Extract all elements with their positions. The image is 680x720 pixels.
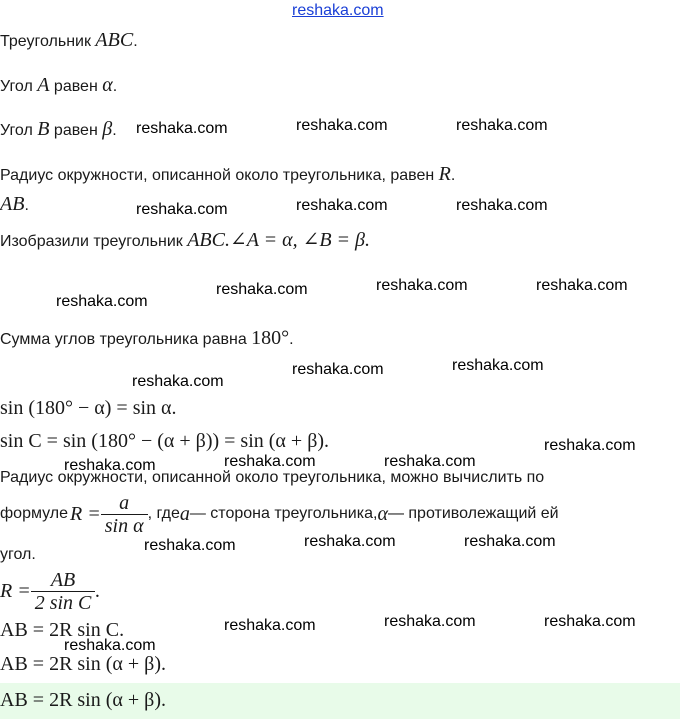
text: равен — [49, 122, 103, 139]
watermark: reshaka.com — [132, 373, 224, 390]
fraction-denominator: 2 sin C — [34, 591, 92, 614]
watermark: reshaka.com — [224, 453, 316, 470]
text-line-angle-b — [0, 119, 117, 141]
text: Треугольник — [0, 33, 96, 50]
watermark: reshaka.com — [464, 533, 556, 550]
math: ABC — [95, 29, 134, 51]
text-line-formula-intro: Радиус окружности, описанной около треугольника, можно вычислить по — [0, 469, 545, 486]
header-link[interactable]: reshaka.com — [292, 2, 384, 19]
watermark: reshaka.com — [64, 637, 156, 654]
text-line-triangle — [0, 30, 138, 52]
watermark: reshaka.com — [544, 613, 636, 630]
math: R — [438, 163, 451, 185]
text: Радиус окружности, описанной около треугольника, равен — [0, 167, 439, 184]
text: . — [133, 33, 138, 50]
equation-ab-sin-sum: AB = 2R sin (α + β). — [0, 653, 166, 675]
watermark: reshaka.com — [452, 357, 544, 374]
text: равен — [49, 78, 103, 95]
watermark: reshaka.com — [456, 197, 548, 214]
watermark: reshaka.com — [376, 277, 468, 294]
watermark: reshaka.com — [224, 617, 316, 634]
math: α — [102, 74, 113, 96]
fraction — [101, 492, 148, 537]
text: . — [450, 167, 456, 184]
text: . — [289, 331, 294, 348]
watermark: reshaka.com — [384, 453, 476, 470]
math: R = — [0, 580, 31, 602]
watermark: reshaka.com — [136, 201, 228, 218]
text: . — [112, 78, 118, 95]
watermark: reshaka.com — [56, 293, 148, 310]
text: Изобразили треугольник — [0, 233, 188, 250]
fraction-denominator: sin α — [104, 514, 144, 537]
fraction-numerator: a — [101, 492, 148, 515]
text: Угол — [0, 78, 38, 95]
math: AB — [0, 193, 25, 215]
watermark: reshaka.com — [292, 361, 384, 378]
text: Сумма углов треугольника равна — [0, 331, 252, 348]
math: R = — [70, 503, 101, 525]
text: . — [24, 197, 29, 214]
text: — сторона треугольника, — [189, 505, 378, 522]
fraction — [31, 569, 96, 614]
text: Угол — [0, 122, 38, 139]
text-line-angle-sum — [0, 328, 294, 350]
text: . — [112, 122, 117, 139]
equation-r-formula — [0, 565, 100, 617]
text-line-radius — [0, 164, 455, 186]
text: , где — [147, 505, 180, 522]
text-line-ab — [0, 194, 29, 216]
watermark: reshaka.com — [64, 457, 156, 474]
text: — противолежащий ей — [387, 505, 559, 522]
equation-sin-c: sin C = sin (180° − (α + β)) = sin (α + β). — [0, 430, 330, 452]
text: формуле — [0, 505, 69, 522]
text-line-angle: угол. — [0, 546, 36, 563]
math: α — [377, 503, 388, 525]
equation-ab-sin-c: AB = 2R sin C. — [0, 619, 125, 641]
text-line-drawn — [0, 230, 370, 252]
math: β — [102, 118, 113, 140]
watermark: reshaka.com — [544, 437, 636, 454]
math: ABC.∠A = α, ∠B = β. — [187, 229, 371, 251]
watermark: reshaka.com — [384, 613, 476, 630]
text-line-formula — [0, 490, 559, 538]
watermark: reshaka.com — [304, 533, 396, 550]
math: 180° — [251, 327, 290, 349]
math: B — [37, 118, 50, 140]
watermark: reshaka.com — [456, 117, 548, 134]
text-line-angle-a — [0, 75, 117, 97]
watermark: reshaka.com — [296, 197, 388, 214]
math: . — [95, 580, 101, 602]
fraction-numerator: AB — [31, 569, 96, 592]
watermark: reshaka.com — [536, 277, 628, 294]
watermark: reshaka.com — [136, 120, 228, 137]
equation-sin-alpha: sin (180° − α) = sin α. — [0, 397, 177, 419]
math: a — [179, 503, 190, 525]
watermark: reshaka.com — [216, 281, 308, 298]
math: A — [37, 74, 50, 96]
watermark: reshaka.com — [296, 117, 388, 134]
answer-equation: AB = 2R sin (α + β). — [0, 689, 166, 711]
watermark: reshaka.com — [144, 537, 236, 554]
